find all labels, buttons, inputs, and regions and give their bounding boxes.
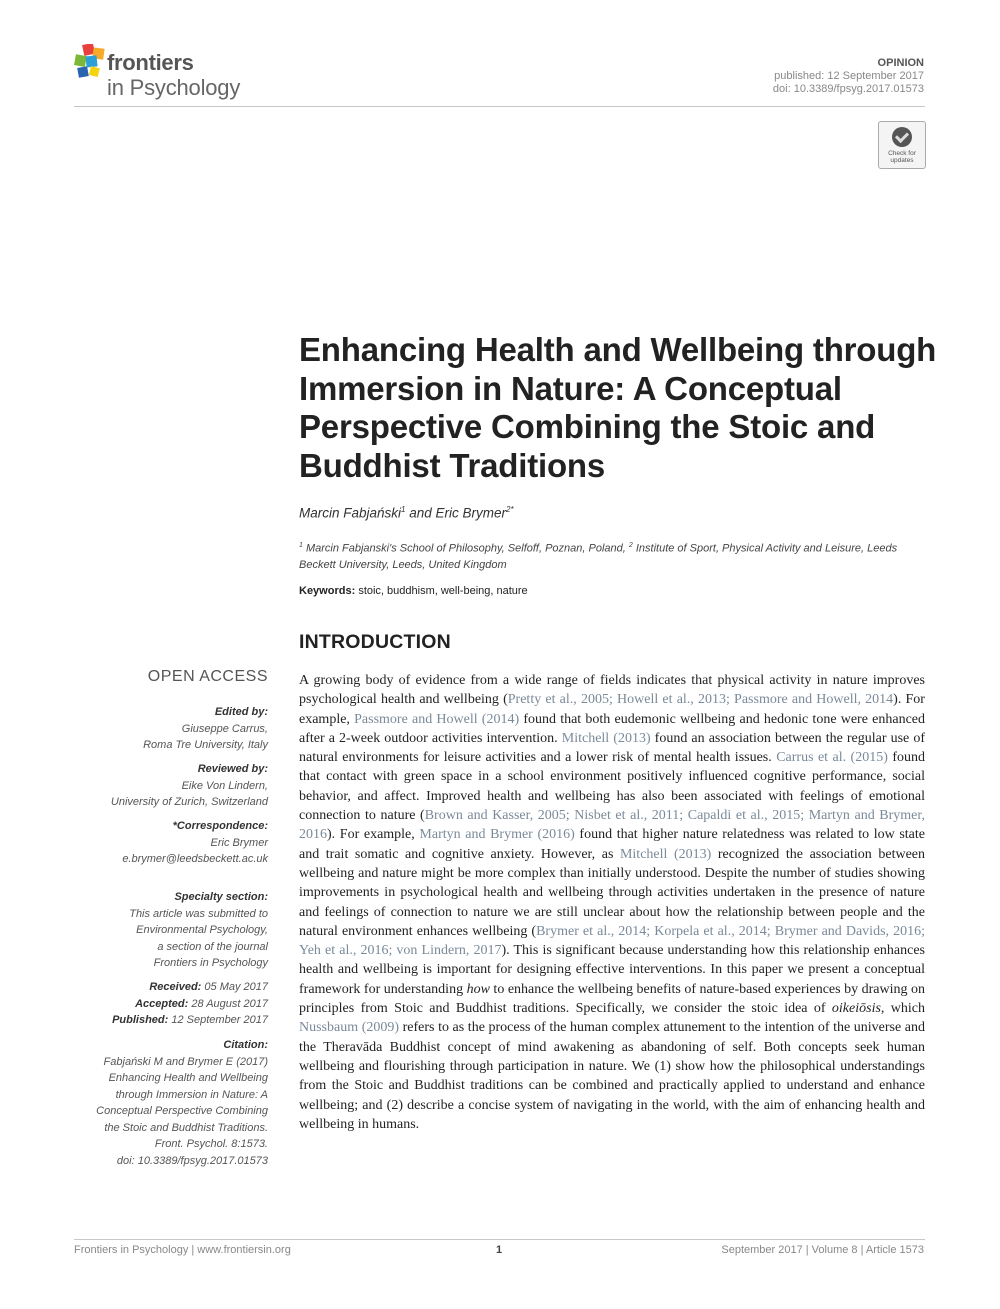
authors-conjunction: and: [405, 505, 436, 521]
reviewer-name: Eike Von Lindern,: [181, 779, 268, 792]
body-text: to enhance the wellbeing benefits of nature-based experiences by drawing on principles from Stoic and Buddhist traditions. Specifically, we consider the stoic idea of: [299, 981, 925, 1017]
citation-text: Enhancing Health and Wellbeing: [108, 1072, 268, 1084]
sidebar-label: Edited by:: [214, 706, 268, 718]
open-access-label: OPEN ACCESS: [147, 668, 268, 685]
affiliations: [299, 538, 924, 574]
citation-text: Front. Psychol. 8:1573.: [154, 1138, 268, 1150]
affiliation-text: Marcin Fabjanski's School of Philosophy, Selfoff, Poznan, Poland,: [305, 542, 629, 555]
published-date-sidebar: Published: 12 September 2017: [112, 1014, 268, 1026]
published-date: published: 12 September 2017: [774, 70, 924, 82]
editor-affiliation: Roma Tre University, Italy: [143, 739, 268, 751]
body-text: ). This is significant because understanding how this relationship enhances health and wellbeing is important for designing effective interventions. In this paper we present a conceptual framework for understanding: [299, 943, 925, 997]
section-heading: INTRODUCTION: [299, 631, 451, 653]
author-list: [299, 505, 514, 521]
accepted-date: Accepted: 28 August 2017: [135, 997, 268, 1010]
check-for-updates-button[interactable]: [878, 121, 926, 169]
affiliation-marker: 1: [299, 542, 303, 549]
sidebar-citation: [96, 1037, 268, 1169]
citation-link[interactable]: Carrus et al. (2015): [776, 750, 888, 766]
sidebar-edited-by: [143, 704, 268, 754]
specialty-text: This article was submitted to: [129, 907, 268, 920]
specialty-text: Environmental Psychology,: [136, 924, 268, 936]
sidebar-specialty: [129, 889, 268, 972]
citation-link[interactable]: Passmore and Howell (2014): [354, 711, 520, 727]
citation-link[interactable]: Martyn and Brymer (2016): [419, 827, 575, 843]
footer-divider: [74, 1239, 925, 1240]
author-name[interactable]: Eric Brymer: [435, 505, 507, 521]
citation-text: Conceptual Perspective Combining: [96, 1105, 268, 1117]
correspondence-email[interactable]: e.brymer@leedsbeckett.ac.uk: [122, 853, 268, 865]
affiliation-marker: 2: [628, 542, 633, 549]
sidebar-reviewed-by: [111, 761, 268, 811]
sidebar-label: Citation:: [223, 1039, 268, 1051]
article-doi[interactable]: doi: 10.3389/fpsyg.2017.01573: [772, 83, 924, 95]
footer-volume-info: September 2017 | Volume 8 | Article 1573: [721, 1244, 924, 1256]
article-meta: [773, 57, 924, 96]
keywords-list: stoic, buddhism, well-being, nature: [358, 585, 528, 597]
body-text: found that contact with green space in a school environment positively influenced cognitive performance, social behavior, and affect. Improved health and wellbeing has also been associated with feelings of emotional connection to nature (: [299, 750, 925, 824]
affiliation-text: Institute of Sport, Physical Activity and Leisure, Leeds Beckett University, Leeds, United Kingdom: [299, 542, 898, 572]
check-updates-icon: [892, 127, 912, 147]
citation-link[interactable]: Brymer et al., 2014; Korpela et al., 2014; Brymer and Davids, 2016; Yeh et al., 2016; von Lindern, 2017: [299, 923, 925, 959]
journal-name: in Psychology: [107, 75, 241, 100]
body-text: , which: [880, 1001, 926, 1017]
body-text: found that both eudemonic wellbeing and hedonic tone were enhanced after a 2-week outdoor activities intervention.: [299, 711, 925, 746]
citation-text: Fabjański M and Brymer E (2017): [103, 1055, 268, 1068]
sidebar-correspondence: [122, 818, 268, 868]
body-text: found that higher nature relatedness was related to low state and trait somatic and cognitive anxiety. However, as: [299, 827, 926, 862]
emphasis-text: how: [466, 981, 490, 997]
header-divider: [74, 106, 925, 107]
article-type: OPINION: [877, 57, 924, 69]
citation-text: the Stoic and Buddhist Traditions.: [104, 1121, 268, 1134]
page-number: 1: [496, 1244, 503, 1256]
body-text: ). For example,: [299, 692, 925, 727]
sidebar-label: *Correspondence:: [172, 820, 268, 832]
body-text: found an association between the regular use of natural environments for leisure activities and a lower risk of mental health issues.: [299, 730, 926, 766]
journal-logo[interactable]: [74, 44, 274, 104]
affiliation-marker: 1: [401, 505, 406, 514]
keywords: [299, 585, 528, 597]
keywords-label: Keywords:: [299, 585, 356, 597]
body-text: refers to as the process of the human complex attunement to the intention of the universe and the Theravāda Buddhist concept of mind awakening as abandoning of self. Both concepts seek human wellbeing and flourishing through participation in nature. We (1) show how the philosophical understandings from the Stoic and Buddhist traditions can be combined and practically applied to understand and enhance wellbeing; and (2) describe a concise system of navigating in the world, with the aim of enhancing health and wellbeing in humans.: [299, 1020, 926, 1132]
reviewer-affiliation: University of Zurich, Switzerland: [110, 796, 268, 808]
footer-journal-link[interactable]: Frontiers in Psychology | www.frontiersin.org: [74, 1244, 291, 1256]
citation-link[interactable]: Brown and Kasser, 2005; Nisbet et al., 2011; Capaldi et al., 2015; Martyn and Brymer, 2016: [299, 808, 926, 843]
emphasis-text: oikeiōsis: [831, 1001, 881, 1017]
body-text: A growing body of evidence from a wide range of fields indicates that physical activity in nature improves psychological health and wellbeing (: [299, 673, 925, 708]
body-text: ). For example,: [327, 827, 420, 843]
body-text: recognized the association between wellbeing and nature might be more complex than initially understood. Despite the number of studies showing improvements in psychological health and wellbeing through activities undertaken in the presence of nature and feelings of connection to nature we are still unclear about how the relationship between people and the natural environment enhances wellbeing (: [299, 846, 925, 939]
specialty-text: a section of the journal: [157, 940, 268, 953]
citation-doi[interactable]: doi: 10.3389/fpsyg.2017.01573: [116, 1154, 268, 1167]
affiliation-marker: 2*: [506, 505, 514, 514]
citation-text: through Immersion in Nature: A: [115, 1088, 268, 1101]
citation-link[interactable]: Mitchell (2013): [561, 730, 651, 746]
article-title: Enhancing Health and Wellbeing through Immersion in Nature: A Conceptual Perspective Combining the Stoic and Buddhist Traditions: [299, 331, 937, 484]
brand-name: frontiers: [107, 50, 194, 75]
check-updates-label: Check for updates: [888, 150, 916, 164]
received-date: Received: 05 May 2017: [149, 981, 268, 993]
sidebar-label: Specialty section:: [174, 891, 268, 903]
citation-link[interactable]: Mitchell (2013): [619, 846, 712, 862]
frontiers-logo-icon: [74, 44, 106, 80]
correspondence-name: Eric Brymer: [210, 836, 268, 849]
citation-link[interactable]: Pretty et al., 2005; Howell et al., 2013; Passmore and Howell, 2014: [507, 692, 894, 708]
sidebar-dates: [112, 979, 268, 1029]
body-paragraph: [299, 671, 925, 1134]
specialty-text: Frontiers in Psychology: [153, 957, 268, 969]
citation-link[interactable]: Nussbaum (2009): [299, 1020, 400, 1036]
author-name[interactable]: Marcin Fabjański: [299, 505, 402, 521]
editor-name: Giuseppe Carrus,: [181, 722, 268, 735]
sidebar-label: Reviewed by:: [197, 763, 268, 775]
